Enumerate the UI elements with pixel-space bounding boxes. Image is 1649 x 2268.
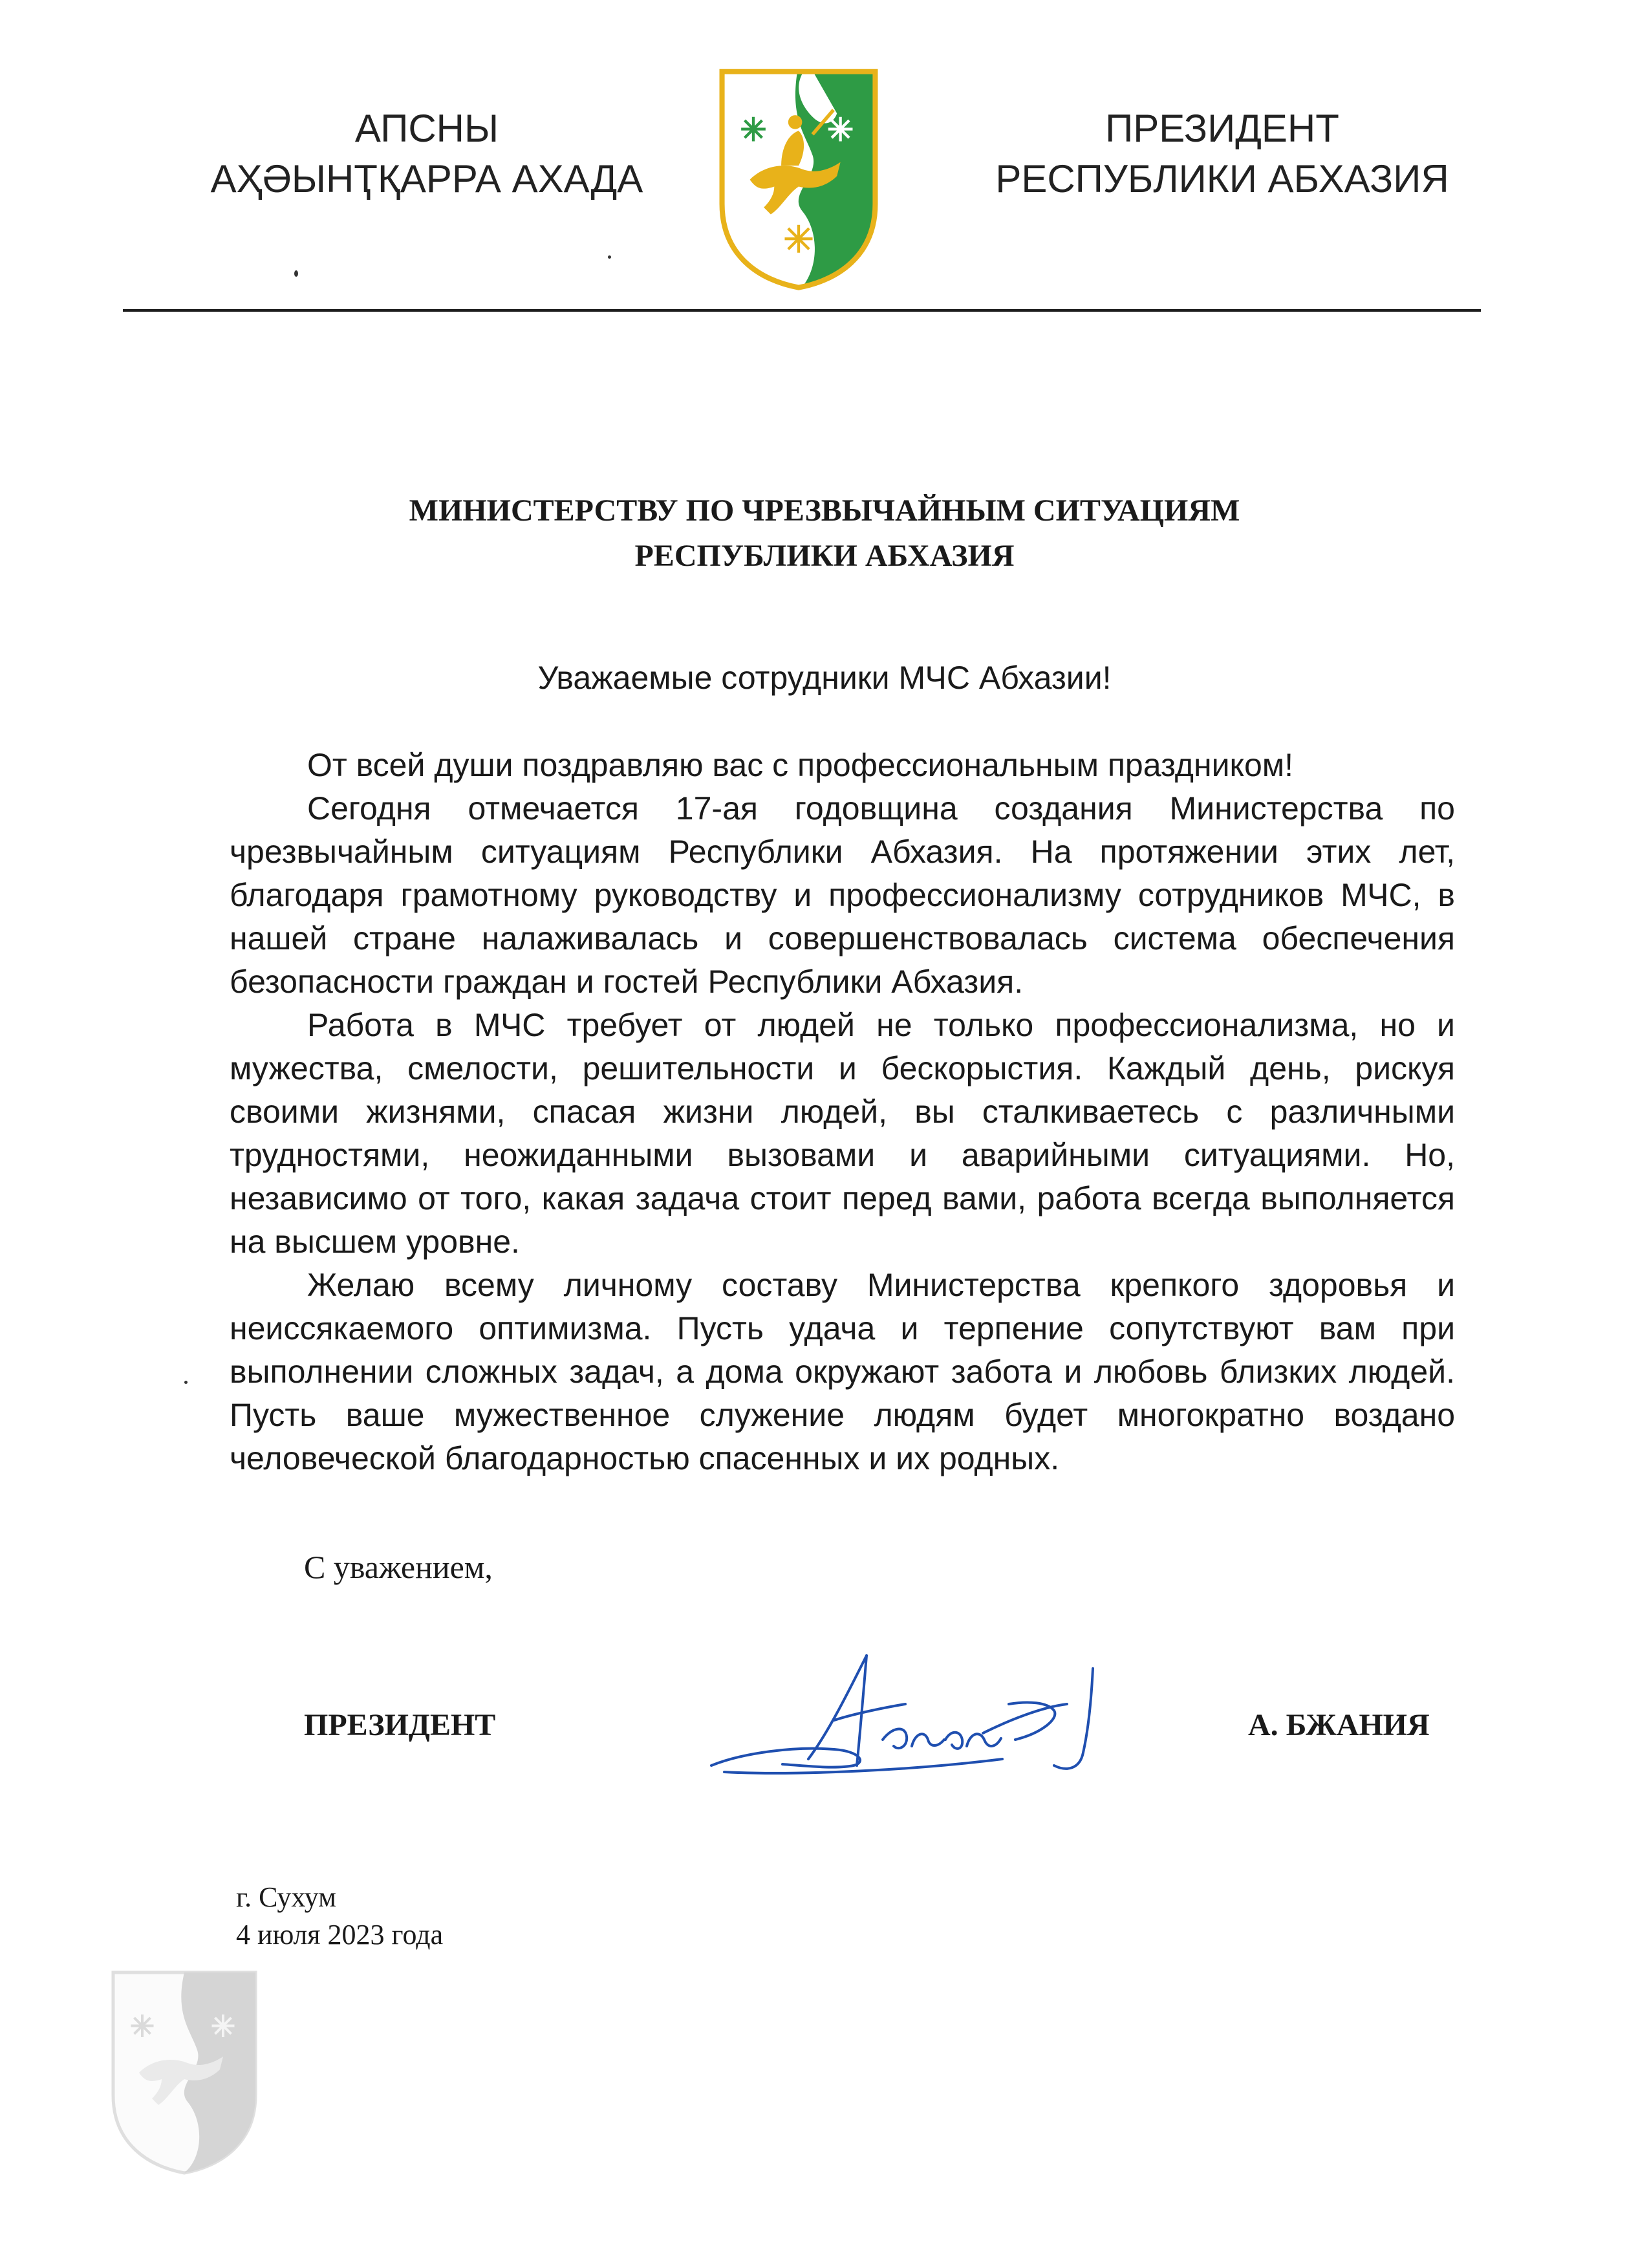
letter-body: [230, 744, 1455, 1480]
closing-text: С уважением,: [304, 1549, 493, 1585]
header-right-title: [964, 103, 1481, 204]
paragraph-1: От всей души поздравляю вас с профессиональным праздником!: [307, 747, 1294, 783]
coat-of-arms-watermark-icon: [103, 1966, 265, 2176]
place: г. Сухум: [236, 1881, 336, 1913]
paragraph-3: Работа в МЧС требует от людей не только профессионализма, но и мужества, смелости, решительности и бескорыстия. Каждый день, рискуя своими жизнями, спасая жизни людей, вы сталкиваетесь с различными трудностями, неожиданными вызовами и аварийными ситуациями. Но, независимо от того, какая задача стоит перед вами, работа всегда выполняется на высшем уровне.: [230, 1007, 1455, 1260]
handwritten-signature-icon: [705, 1643, 1132, 1785]
header-right-line-2: РЕСПУБЛИКИ АБХАЗИЯ: [995, 157, 1449, 200]
header-left-line-1: АПСНЫ: [354, 107, 499, 150]
scan-speck: [184, 1381, 188, 1384]
paragraph-4: Желаю всему личному составу Министерства крепкого здоровья и неиссякаемого оптимизма. Пусть удача и терпение сопутствуют вам при выполнении сложных задач, а дома окружают забота и любовь близких людей. Пусть ваше мужественное служение людям будет многократно воздано человеческой благодарностью спасенных и их родных.: [230, 1267, 1455, 1476]
header-left-title: [168, 103, 685, 204]
place-and-date: [236, 1879, 443, 1954]
scan-speck: [294, 270, 298, 277]
header-divider: [123, 309, 1481, 312]
salutation: Уважаемые сотрудники МЧС Абхазии!: [537, 660, 1112, 696]
scan-speck: [608, 255, 611, 259]
signatory-title: ПРЕЗИДЕНТ: [304, 1708, 496, 1742]
header-right-line-1: ПРЕЗИДЕНТ: [1105, 107, 1339, 150]
signatory-name: А. БЖАНИЯ: [1248, 1708, 1430, 1742]
addressee-line-2: РЕСПУБЛИКИ АБХАЗИЯ: [634, 539, 1015, 573]
paragraph-2: Сегодня отмечается 17-ая годовщина создания Министерства по чрезвычайным ситуациям Республики Абхазия. На протяжении этих лет, благодаря грамотному руководству и профессионализму сотрудников МЧС, в нашей стране налаживалась и совершенствовалась система обеспечения безопасности граждан и гостей Республики Абхазия.: [230, 790, 1455, 1000]
coat-of-arms-icon: [711, 65, 886, 291]
addressee-line-1: МИНИСТЕРСТВУ ПО ЧРЕЗВЫЧАЙНЫМ СИТУАЦИЯМ: [409, 493, 1240, 528]
header-left-line-2: АҲӘЫНҬҚАРРА АХАДА: [210, 157, 643, 200]
addressee: [194, 488, 1455, 579]
date: 4 июля 2023 года: [236, 1919, 444, 1950]
